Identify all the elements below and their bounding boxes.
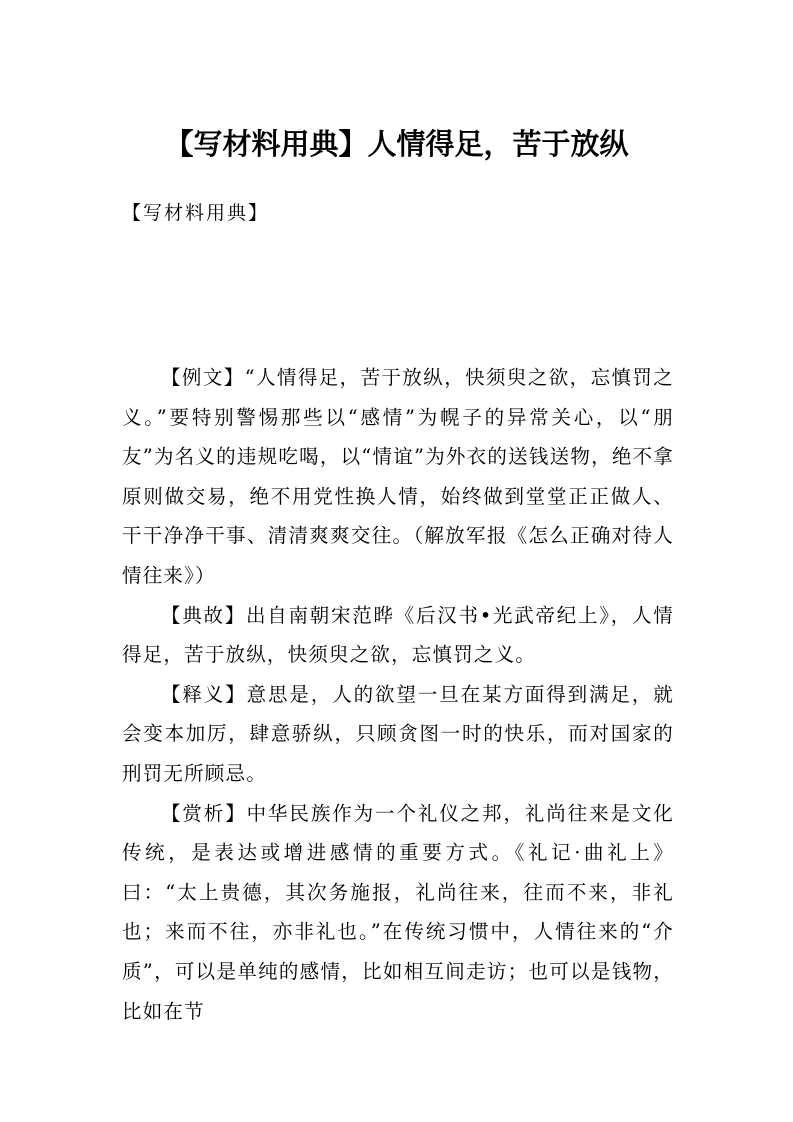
paragraph-text: 出自南朝宋范晔《后汉书•光武帝纪上》，人情得足，苦于放纵，快须臾之欲，忘慎罚之义。 <box>122 603 674 667</box>
document-subheading: 【写材料用典】 <box>122 202 270 224</box>
paragraph-tag: 【典故】 <box>161 603 247 627</box>
paragraph-appreciation <box>122 794 674 1032</box>
paragraph-tag: 【例文】 <box>161 366 245 389</box>
paragraph-example <box>122 358 674 596</box>
paragraph-tag: 【赏析】 <box>161 801 247 825</box>
paragraph-text: “人情得足，苦于放纵，快须臾之欲，忘慎罚之义。”要特别警惕那些以“感情”为幌子的异常关心，以“朋友”为名义的违规吃喝，以“情谊”为外衣的送钱送物，绝不拿原则做交易，绝不用党性换人情，始终做到堂堂正正做人、干干净净干事、清清爽爽交往。（解放军报《怎么正确对待人情往来》） <box>122 366 674 587</box>
paragraph-tag: 【释义】 <box>161 682 247 706</box>
paragraph-text: 中华民族作为一个礼仪之邦，礼尚往来是文化传统，是表达或增进感情的重要方式。《礼记·曲礼上》曰：“太上贵德，其次务施报，礼尚往来，往而不来，非礼也；来而不往，亦非礼也。”在传统习惯中，人情往来的“介质”，可以是单纯的感情，比如相互间走访；也可以是钱物，比如在节 <box>122 801 674 1023</box>
paragraph-text: 意思是，人的欲望一旦在某方面得到满足，就会变本加厉，肆意骄纵，只顾贪图一时的快乐，而对国家的刑罚无所顾忌。 <box>122 682 674 785</box>
document-title: 【写材料用典】人情得足，苦于放纵 <box>164 127 629 161</box>
document-body <box>122 358 674 1031</box>
paragraph-meaning <box>122 675 674 794</box>
paragraph-allusion <box>122 596 674 675</box>
